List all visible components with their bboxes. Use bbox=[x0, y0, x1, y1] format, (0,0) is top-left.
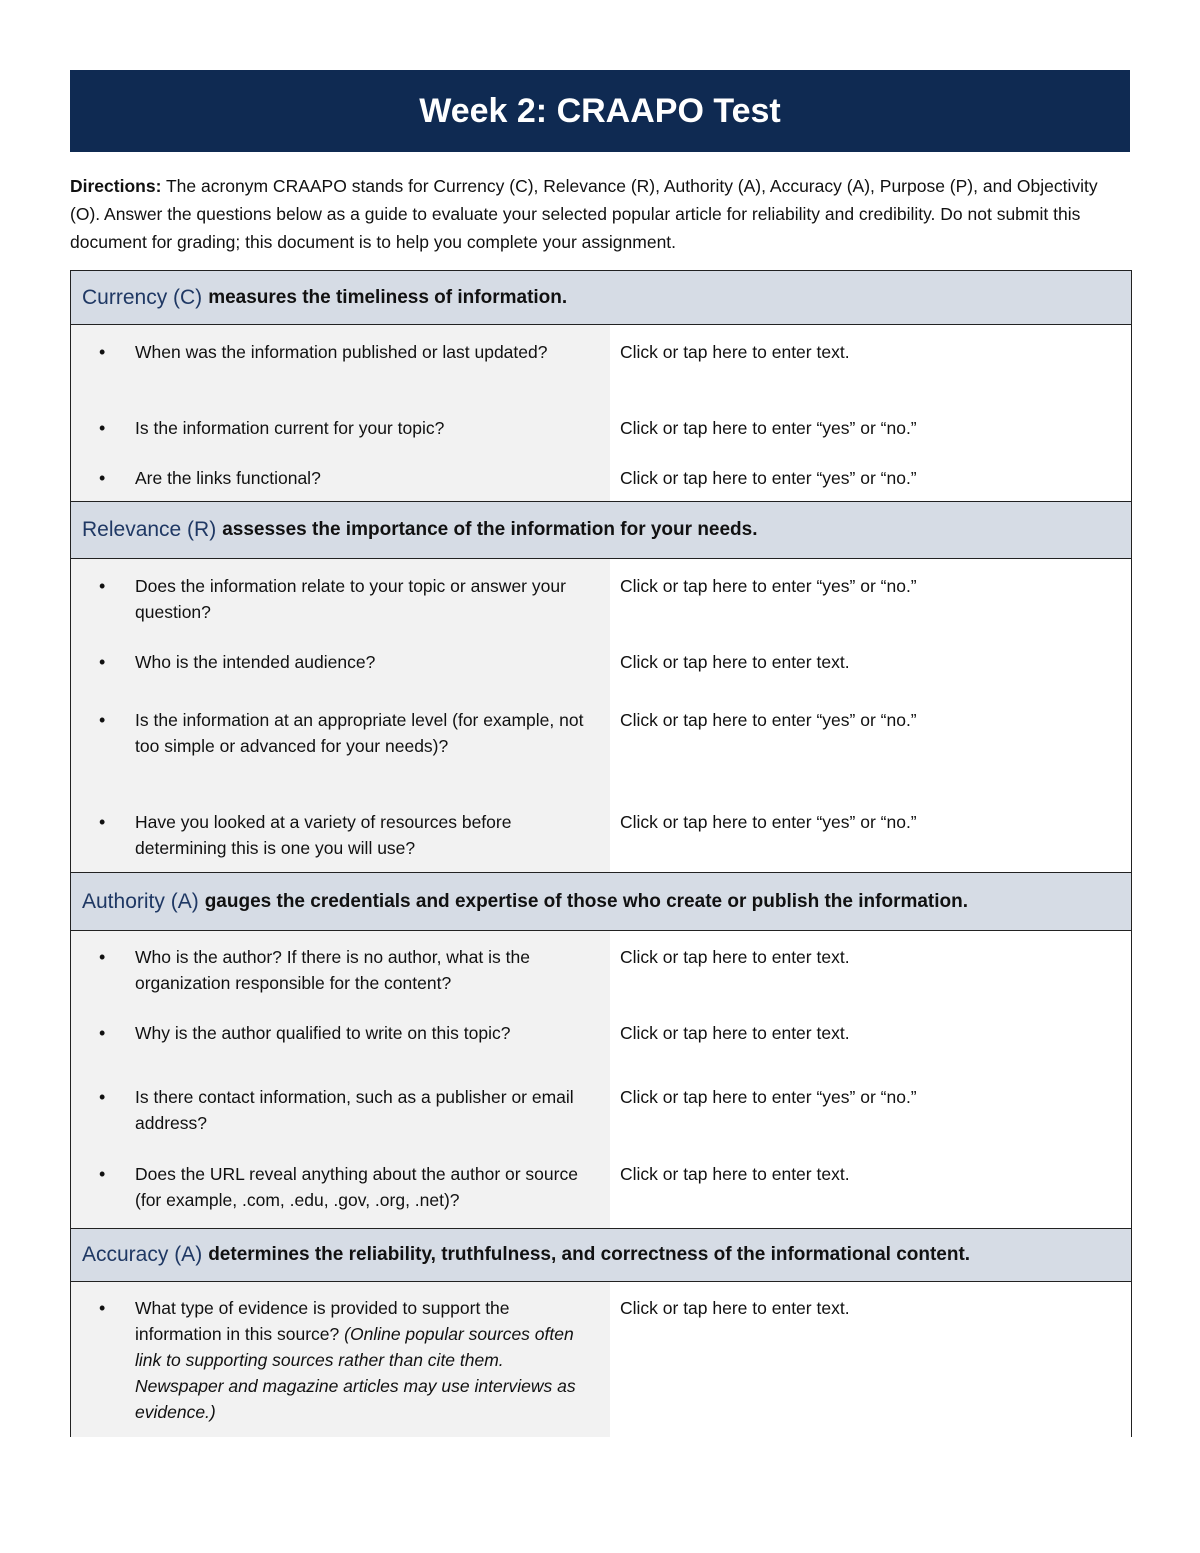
question-item: • Does the information relate to your topic or answer your question? bbox=[71, 573, 610, 625]
section-header-relevance bbox=[71, 502, 1131, 559]
section-body-currency bbox=[71, 325, 1131, 502]
craapo-table bbox=[70, 270, 1132, 1437]
question-item: • What type of evidence is provided to support the information in this source? (Online popular sources often link to supporting sources rather than cite them. Newspaper and magazine articles may use interviews as evidence.) bbox=[71, 1295, 610, 1425]
section-header-accuracy bbox=[71, 1229, 1131, 1282]
question-note: (Online popular sources often link to supporting sources rather than cite them. Newspaper and magazine articles may use interviews as evidence.) bbox=[135, 1324, 576, 1422]
section-desc: measures the timeliness of information. bbox=[208, 286, 568, 308]
answer-field[interactable]: Click or tap here to enter text. bbox=[620, 1023, 850, 1043]
page-title: Week 2: CRAAPO Test bbox=[419, 91, 781, 130]
bullet-icon: • bbox=[99, 468, 106, 488]
section-body-relevance bbox=[71, 559, 1131, 873]
directions bbox=[70, 172, 1130, 256]
answer-field[interactable]: Click or tap here to enter “yes” or “no.” bbox=[620, 418, 917, 438]
directions-label: Directions: bbox=[70, 176, 162, 196]
bullet-icon: • bbox=[99, 1298, 106, 1318]
bullet-icon: • bbox=[99, 710, 106, 730]
directions-text: The acronym CRAAPO stands for Currency (C), Relevance (R), Authority (A), Accuracy (A), Purpose (P), and Objectivity (O). Answer the questions below as a guide to evaluate your selected popular article for reliability and credibility. Do not submit this document for grading; this document is to help you complete your assignment. bbox=[70, 176, 1098, 252]
question-item: • Does the URL reveal anything about the author or source (for example, .com, .edu, .gov, .org, .net)? bbox=[71, 1161, 610, 1213]
section-desc: determines the reliability, truthfulness, and correctness of the informational content. bbox=[208, 1244, 971, 1265]
section-header-currency bbox=[71, 271, 1131, 325]
question-item: • Who is the intended audience? bbox=[71, 649, 610, 675]
answer-field[interactable]: Click or tap here to enter text. bbox=[620, 652, 850, 672]
question-item: • Is the information at an appropriate level (for example, not too simple or advanced for your needs)? bbox=[71, 707, 610, 759]
question-item: • Are the links functional? bbox=[71, 465, 610, 491]
answer-field[interactable]: Click or tap here to enter “yes” or “no.” bbox=[620, 468, 917, 488]
answer-field[interactable]: Click or tap here to enter “yes” or “no.” bbox=[620, 812, 917, 832]
answer-field[interactable]: Click or tap here to enter text. bbox=[620, 1298, 850, 1318]
bullet-icon: • bbox=[99, 1164, 106, 1184]
section-header-authority bbox=[71, 873, 1131, 931]
question-item: • Why is the author qualified to write on this topic? bbox=[71, 1020, 610, 1046]
section-body-accuracy bbox=[71, 1282, 1131, 1437]
answer-field[interactable]: Click or tap here to enter “yes” or “no.” bbox=[620, 576, 917, 596]
question-item: • Is there contact information, such as a publisher or email address? bbox=[71, 1084, 610, 1136]
section-body-authority bbox=[71, 931, 1131, 1229]
bullet-icon: • bbox=[99, 947, 106, 967]
answer-field[interactable]: Click or tap here to enter text. bbox=[620, 947, 850, 967]
answer-field[interactable]: Click or tap here to enter “yes” or “no.” bbox=[620, 1087, 917, 1107]
section-name: Currency (C) bbox=[82, 285, 203, 309]
question-item: • Who is the author? If there is no author, what is the organization responsible for the content? bbox=[71, 944, 610, 996]
section-name: Accuracy (A) bbox=[82, 1243, 203, 1266]
bullet-icon: • bbox=[99, 1023, 106, 1043]
bullet-icon: • bbox=[99, 342, 106, 362]
question-item: • Have you looked at a variety of resources before determining this is one you will use? bbox=[71, 809, 610, 861]
question-item: • Is the information current for your topic? bbox=[71, 415, 610, 441]
section-desc: gauges the credentials and expertise of those who create or publish the information. bbox=[204, 890, 969, 912]
section-name: Relevance (R) bbox=[82, 518, 217, 541]
bullet-icon: • bbox=[99, 418, 106, 438]
bullet-icon: • bbox=[99, 576, 106, 596]
page-title-banner bbox=[70, 70, 1130, 152]
answer-field[interactable]: Click or tap here to enter text. bbox=[620, 342, 850, 362]
bullet-icon: • bbox=[99, 1087, 106, 1107]
section-desc: assesses the importance of the information for your needs. bbox=[222, 519, 758, 540]
answer-field[interactable]: Click or tap here to enter “yes” or “no.” bbox=[620, 710, 917, 730]
question-item: • When was the information published or last updated? bbox=[71, 339, 610, 365]
answer-field[interactable]: Click or tap here to enter text. bbox=[620, 1164, 850, 1184]
bullet-icon: • bbox=[99, 652, 106, 672]
bullet-icon: • bbox=[99, 812, 106, 832]
section-name: Authority (A) bbox=[82, 889, 199, 913]
